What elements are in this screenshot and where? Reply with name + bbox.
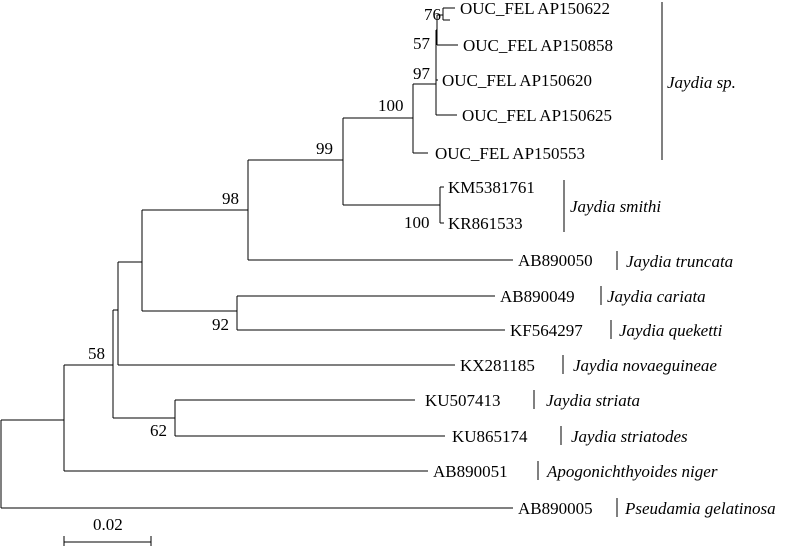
bootstrap-value: 58 xyxy=(88,344,105,363)
taxon-label: OUC_FEL AP150622 xyxy=(460,0,611,18)
scale-bar-label: 0.02 xyxy=(93,515,123,534)
species-label: Apogonichthyoides niger xyxy=(547,462,718,481)
taxon-label: OUC_FEL AP150553 xyxy=(435,144,586,163)
species-label: Jaydia striata xyxy=(546,391,640,410)
species-label: Jaydia smithi xyxy=(570,197,662,216)
taxon-label: KU507413 xyxy=(425,391,501,410)
bootstrap-value: 62 xyxy=(150,421,167,440)
species-label: Pseudamia gelatinosa xyxy=(625,499,776,518)
species-label: Jaydia cariata xyxy=(607,287,706,306)
bootstrap-value: 100 xyxy=(378,96,404,115)
species-label: Jaydia sp. xyxy=(667,73,736,92)
taxon-label: OUC_FEL AP150620 xyxy=(442,71,593,90)
taxon-label: AB890005 xyxy=(518,499,593,518)
taxon-label: KR861533 xyxy=(448,214,523,233)
taxon-label: KX281185 xyxy=(460,356,535,375)
taxon-label: KF564297 xyxy=(510,321,583,340)
bootstrap-value: 57 xyxy=(413,34,430,53)
species-label: Jaydia striatodes xyxy=(571,427,688,446)
species-label: Jaydia queketti xyxy=(619,321,723,340)
taxon-label: KM5381761 xyxy=(448,178,535,197)
bootstrap-value: 98 xyxy=(222,189,239,208)
taxon-label: OUC_FEL AP150625 xyxy=(462,106,613,125)
species-label: Jaydia novaeguineae xyxy=(573,356,717,375)
taxon-label: AB890051 xyxy=(433,462,508,481)
bootstrap-value: 100 xyxy=(404,213,430,232)
taxon-label: KU865174 xyxy=(452,427,528,446)
bootstrap-value: 99 xyxy=(316,139,333,158)
taxon-label: AB890049 xyxy=(500,287,575,306)
species-label: Jaydia truncata xyxy=(626,252,734,271)
bootstrap-value: 92 xyxy=(212,315,229,334)
bootstrap-value: 97 xyxy=(413,64,430,83)
taxon-label: OUC_FEL AP150858 xyxy=(463,36,614,55)
taxon-label: AB890050 xyxy=(518,251,593,270)
bootstrap-value: 76 xyxy=(424,5,441,24)
